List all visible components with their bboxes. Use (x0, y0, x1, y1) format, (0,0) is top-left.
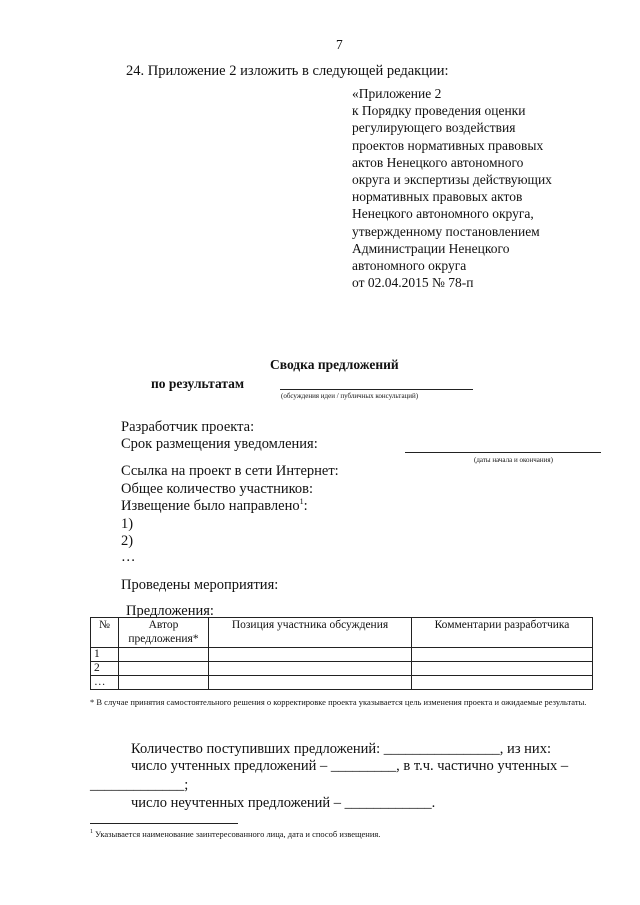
footnote (90, 829, 380, 840)
appendix-line: Администрации Ненецкого (352, 240, 510, 256)
proposals-table (90, 617, 593, 690)
table-cell (412, 676, 593, 690)
table-row (91, 662, 593, 676)
table-note: * В случае принятия самостоятельного решения о корректировке проекта указывается цель изменения проекта и ожидаемые результаты. (90, 697, 587, 707)
row-number: … (91, 676, 119, 690)
table-row (91, 676, 593, 690)
events-label: Проведены мероприятия: (121, 577, 279, 593)
term-hint: (даты начала и окончания) (474, 456, 553, 464)
table-cell (412, 662, 593, 676)
appendix-line: актов Ненецкого автономного (352, 154, 524, 170)
appendix-line: Ненецкого автономного округа, (352, 206, 534, 222)
footnote-text: Указывается наименование заинтересованного лица, дата и способ извещения. (95, 829, 381, 839)
term-blank-line (405, 452, 601, 453)
col-header-comments: Комментарии разработчика (412, 618, 593, 648)
row-number: 1 (91, 648, 119, 662)
appendix-line: автономного округа (352, 258, 467, 274)
notice-label (121, 498, 308, 515)
table-header-row (91, 618, 593, 648)
table-row (91, 648, 593, 662)
notice-text: Извещение было направлено (121, 498, 300, 514)
received-count: Количество поступивших предложений: ________________, из них: (131, 741, 551, 757)
footnote-ref: 1 (299, 497, 304, 507)
table-cell (209, 676, 412, 690)
notice-list-item: 1) (121, 516, 134, 532)
table-cell (412, 648, 593, 662)
term-label: Срок размещения уведомления: (121, 436, 318, 452)
footnote-separator (90, 823, 238, 824)
table-cell (119, 662, 209, 676)
page-number: 7 (336, 37, 343, 52)
developer-label: Разработчик проекта: (121, 419, 255, 435)
appendix-line: нормативных правовых актов (352, 189, 523, 205)
appendix-line: проектов нормативных правовых (352, 137, 544, 153)
item-text: 24. Приложение 2 изложить в следующей редакции: (126, 63, 449, 79)
row-number: 2 (91, 662, 119, 676)
proposals-label: Предложения: (126, 603, 214, 619)
appendix-line: утвержденному постановлением (352, 223, 540, 239)
rejected-count: число неучтенных предложений – ____________. (131, 795, 436, 811)
notice-list-item: 2) (121, 533, 134, 549)
table-cell (209, 648, 412, 662)
participants-label: Общее количество участников: (121, 481, 314, 497)
table-cell (119, 676, 209, 690)
col-header-author: Автор предложения* (119, 618, 209, 648)
link-label: Ссылка на проект в сети Интернет: (121, 463, 339, 479)
accepted-count: число учтенных предложений – _________, в т.ч. частично учтенных – (131, 758, 569, 774)
summary-subtitle: по результатам (151, 376, 245, 391)
table-cell (209, 662, 412, 676)
appendix-header (352, 85, 552, 291)
appendix-line: «Приложение 2 (352, 86, 442, 101)
summary-title: Сводка предложений (270, 357, 399, 372)
accepted-count-tail: _____________; (90, 777, 189, 793)
appendix-line: регулирующего воздействия (352, 120, 516, 136)
table-cell (119, 648, 209, 662)
appendix-line: округа и экспертизы действующих (352, 172, 552, 188)
col-header-position: Позиция участника обсуждения (209, 618, 412, 648)
col-header-number: № (91, 618, 119, 648)
footnote-mark: 1 (90, 829, 93, 836)
subtitle-hint: (обсуждения идеи / публичных консультаций) (281, 392, 419, 400)
appendix-line: к Порядку проведения оценки (352, 103, 526, 119)
appendix-line: от 02.04.2015 № 78-п (352, 275, 474, 291)
subtitle-blank-line (280, 389, 473, 390)
notice-list-item: … (121, 549, 136, 565)
notice-suffix: : (303, 498, 308, 514)
